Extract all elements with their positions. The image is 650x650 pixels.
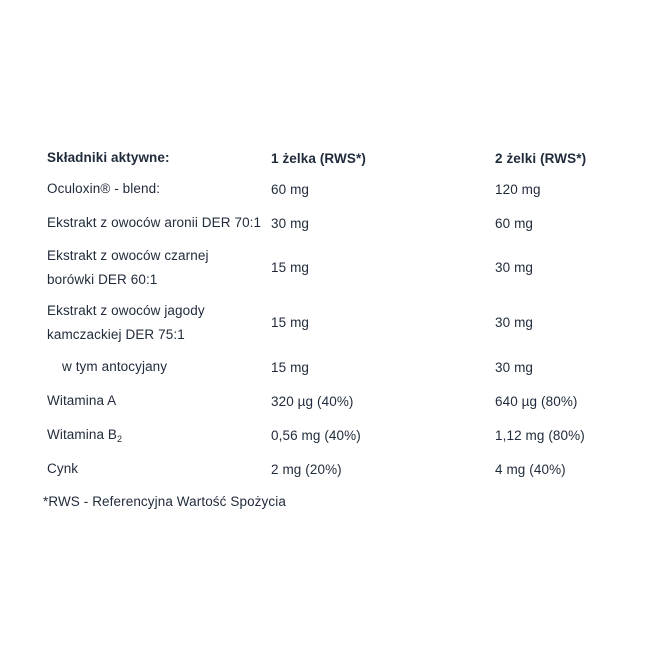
nutrition-table <box>47 144 627 486</box>
value-one-gummy: 320 µg (40%) <box>271 393 354 409</box>
table-row <box>47 350 627 384</box>
ingredient-name <box>47 299 271 347</box>
ingredient-name-line-2: borówki DER 60:1 <box>47 271 158 287</box>
table-header <box>47 144 627 172</box>
value-two-gummies: 30 mg <box>495 359 534 375</box>
value-one-gummy: 15 mg <box>271 315 310 330</box>
header-ingredient: Składniki aktywne: <box>47 150 170 165</box>
header-one-gummy: 1 żelka (RWS*) <box>271 150 366 166</box>
ingredient-name-line-2: kamczackiej DER 75:1 <box>47 326 185 342</box>
ingredient-name-text: Witamina B <box>47 427 118 442</box>
value-one-gummy: 15 mg <box>271 359 310 375</box>
value-one-gummy: 30 mg <box>271 215 310 231</box>
footnote: *RWS - Referencyjna Wartość Spożycia <box>43 494 286 509</box>
subscript: 2 <box>117 434 123 444</box>
value-two-gummies: 4 mg (40%) <box>495 461 566 477</box>
ingredient-name <box>47 244 271 292</box>
ingredient-name: w tym antocyjany <box>62 359 168 374</box>
table-row <box>47 172 627 206</box>
ingredient-name: Cynk <box>47 461 79 476</box>
value-one-gummy: 15 mg <box>271 260 310 275</box>
value-one-gummy: 60 mg <box>271 181 310 197</box>
ingredient-name: Ekstrakt z owoców aronii DER 70:1 <box>47 215 262 230</box>
value-two-gummies: 640 µg (80%) <box>495 393 578 409</box>
value-two-gummies: 30 mg <box>495 260 534 275</box>
table-row <box>47 240 627 295</box>
value-two-gummies: 30 mg <box>495 315 534 330</box>
table-row <box>47 452 627 486</box>
value-one-gummy: 2 mg (20%) <box>271 461 342 477</box>
ingredient-name: Witamina A <box>47 393 117 408</box>
value-two-gummies: 120 mg <box>495 181 541 197</box>
ingredient-name: Oculoxin® - blend: <box>47 181 161 196</box>
table-row <box>47 206 627 240</box>
ingredient-name-line-1: Ekstrakt z owoców czarnej <box>47 247 209 263</box>
ingredient-name-line-1: Ekstrakt z owoców jagody <box>47 302 205 318</box>
table-row <box>47 295 627 350</box>
table-row <box>47 384 627 418</box>
value-one-gummy: 0,56 mg (40%) <box>271 427 361 443</box>
table-row <box>47 418 627 452</box>
value-two-gummies: 1,12 mg (80%) <box>495 427 585 443</box>
header-two-gummies: 2 żelki (RWS*) <box>495 150 587 166</box>
ingredient-name <box>47 423 271 447</box>
value-two-gummies: 60 mg <box>495 215 534 231</box>
